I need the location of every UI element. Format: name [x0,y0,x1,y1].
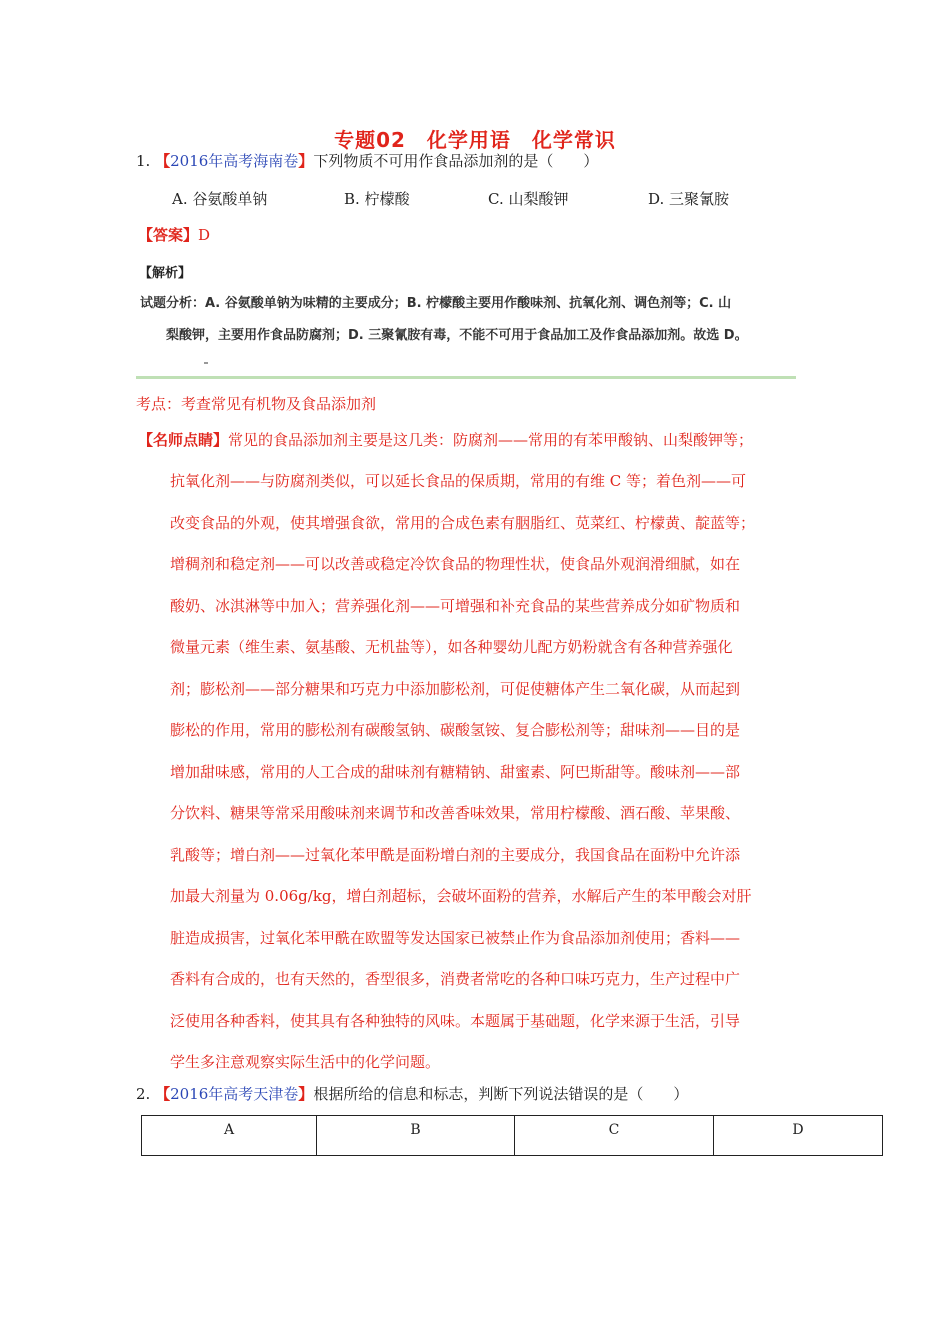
question-text: 根据所给的信息和标志，判断下列说法错误的是（ ） [313,1085,689,1103]
table-header-c: C [515,1116,714,1156]
question-1-stem [136,150,598,171]
mingshi-line: 学生多注意观察实际生活中的化学问题。 [170,1053,441,1071]
mingshi-line: 乳酸等；增白剂——过氧化苯甲酰是面粉增白剂的主要成分，我国食品在面粉中允许添 [170,845,741,864]
source-bracket-close: 】 [298,1085,314,1103]
mingshi-line: 改变食品的外观，使其增强食欲，常用的合成色素有胭脂红、苋菜红、柠檬黄、靛蓝等； [170,513,756,532]
mingshi-line: 脏造成损害，过氧化苯甲酰在欧盟等发达国家已被禁止作为食品添加剂使用；香料—— [170,928,741,947]
mingshi-line: 增稠剂和稳定剂——可以改善或稳定冷饮食品的物理性状，使食品外观润滑细腻，如在 [170,555,741,573]
analysis-label: 【解析】 [139,266,192,281]
question-source: 2016年高考海南卷 [170,152,299,170]
option-a [172,188,267,209]
option-text: 山梨酸钾 [508,190,569,208]
page-title: 专题02 化学用语 化学常识 [334,128,616,152]
analysis-line-1: 试题分析：A. 谷氨酸单钠为味精的主要成分；B. 柠檬酸主要用作酸味剂、抗氧化剂、调色剂等；C. 山 [140,296,732,311]
option-letter: A. [172,190,188,208]
option-letter: D. [648,190,665,208]
divider [136,376,796,379]
option-letter: C. [488,190,504,208]
mingshi-line: 微量元素（维生素、氨基酸、无机盐等），如各种婴幼儿配方奶粉就含有各种营养强化 [170,638,733,656]
question-number: 2. [136,1085,151,1103]
kaodian-line: 考点：考查常见有机物及食品添加剂 [136,395,377,413]
option-d [648,188,729,209]
mingshi-line: 酸奶、冰淇淋等中加入；营养强化剂——可增强和补充食品的某些营养成分如矿物质和 [170,596,741,615]
answer-value: D [198,226,211,244]
mingshi-label: 【名师点睛】 [138,431,229,449]
answer-label: 【答案】 [138,226,199,244]
answer-line [138,224,210,245]
question-source: 2016年高考天津卷 [170,1085,299,1103]
option-text: 柠檬酸 [364,190,410,208]
mingshi-line: 增加甜味感，常用的人工合成的甜味剂有糖精钠、甜蜜素、阿巴斯甜等。酸味剂——部 [170,762,741,781]
options-table [141,1115,883,1156]
option-text: 三聚氰胺 [669,190,730,208]
stray-mark [204,362,208,364]
option-b [344,188,410,209]
table-header-d: D [714,1116,883,1156]
mingshi-paragraph [170,461,830,1084]
table-row [142,1116,883,1156]
source-bracket-open: 【 [155,152,171,170]
option-text: 谷氨酸单钠 [192,190,268,208]
mingshi-line: 加最大剂量为 0.06g/kg，增白剂超标，会破坏面粉的营养，水解后产生的苯甲酸会对肝 [170,887,752,905]
mingshi-line: 抗氧化剂——与防腐剂类似，可以延长食品的保质期，常用的有维 C 等；着色剂——可 [170,472,747,490]
table-header-b: B [317,1116,515,1156]
mingshi-line: 香料有合成的，也有天然的，香型很多，消费者常吃的各种口味巧克力，生产过程中广 [170,970,741,988]
source-bracket-open: 【 [155,1085,171,1103]
table-header-a: A [142,1116,317,1156]
question-text: 下列物质不可用作食品添加剂的是（ ） [313,152,599,170]
analysis-line-2: 梨酸钾，主要用作食品防腐剂；D. 三聚氰胺有毒，不能不可用于食品加工及作食品添加剂。故选 D。 [166,328,748,343]
mingshi-line: 泛使用各种香料，使其具有各种独特的风味。本题属于基础题，化学来源于生活，引导 [170,1011,741,1030]
question-number: 1. [136,152,151,170]
question-2-stem [136,1083,688,1104]
mingshi-line: 剂；膨松剂——部分糖果和巧克力中添加膨松剂，可促使糖体产生二氧化碳，从而起到 [170,679,741,698]
option-c [488,188,569,209]
mingshi-line: 膨松的作用，常用的膨松剂有碳酸氢钠、碳酸氢铵、复合膨松剂等；甜味剂——目的是 [170,721,741,739]
mingshi-line: 分饮料、糖果等常采用酸味剂来调节和改善香味效果，常用柠檬酸、酒石酸、苹果酸、 [170,804,741,822]
mingshi-text: 常见的食品添加剂主要是这几类：防腐剂——常用的有苯甲酸钠、山梨酸钾等； [228,431,754,449]
option-letter: B. [344,190,360,208]
source-bracket-close: 】 [298,152,314,170]
mingshi-first-line [138,429,753,450]
